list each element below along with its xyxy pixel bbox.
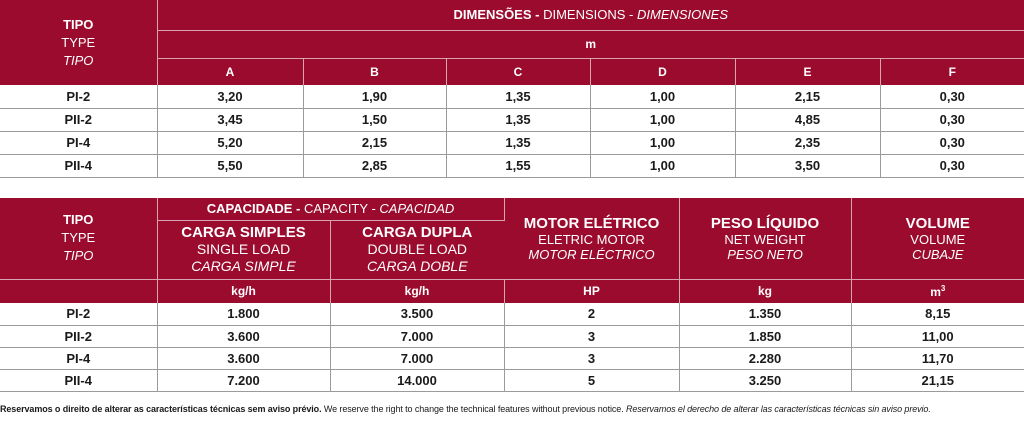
cell-e: 3,50 bbox=[735, 154, 880, 177]
double-unit: kg/h bbox=[330, 279, 504, 303]
single-pt: CARGA SIMPLES bbox=[181, 223, 306, 241]
cell-e: 4,85 bbox=[735, 108, 880, 131]
weight-es: PESO NETO bbox=[727, 246, 803, 262]
cell-a: 3,45 bbox=[157, 108, 303, 131]
cell-b: 2,85 bbox=[303, 154, 446, 177]
cell-double: 7.000 bbox=[330, 347, 504, 369]
volume-header bbox=[851, 198, 1024, 279]
dimensions-pt: DIMENSÕES bbox=[453, 7, 532, 23]
col-d-header: D bbox=[590, 58, 735, 85]
capacity-es: CAPACIDAD bbox=[379, 201, 455, 217]
dimensions-es: DIMENSIONES bbox=[637, 7, 729, 23]
capacity-en: CAPACITY bbox=[304, 201, 368, 217]
volume-en: VOLUME bbox=[910, 231, 966, 247]
col-e-header: E bbox=[735, 58, 880, 85]
cell-f: 0,30 bbox=[880, 131, 1024, 154]
weight-header bbox=[679, 198, 851, 279]
cell-volume: 21,15 bbox=[851, 369, 1024, 391]
cell-c: 1,35 bbox=[446, 85, 590, 108]
weight-unit: kg bbox=[679, 279, 851, 303]
dimensions-table-header bbox=[0, 0, 1024, 85]
table-row bbox=[0, 369, 1024, 391]
double-en: DOUBLE LOAD bbox=[367, 240, 468, 257]
cell-a: 3,20 bbox=[157, 85, 303, 108]
cell-b: 2,15 bbox=[303, 131, 446, 154]
double-pt: CARGA DUPLA bbox=[362, 223, 473, 241]
cell-single: 7.200 bbox=[157, 369, 330, 391]
tipo-header bbox=[0, 0, 157, 85]
cell-a: 5,50 bbox=[157, 154, 303, 177]
cell-motor: 3 bbox=[504, 325, 679, 347]
specs-table bbox=[0, 198, 1024, 392]
tipo-es: TIPO bbox=[63, 248, 94, 264]
cell-double: 7.000 bbox=[330, 325, 504, 347]
volume-unit bbox=[851, 279, 1024, 303]
footnote-en: We reserve the right to change the technical features without previous notice. bbox=[321, 404, 626, 414]
row-type: PI-4 bbox=[0, 131, 157, 154]
cell-double: 3.500 bbox=[330, 303, 504, 325]
dimensions-table bbox=[0, 0, 1024, 178]
volume-unit-sup: 3 bbox=[940, 283, 946, 293]
capacity-sep: - bbox=[292, 201, 304, 217]
single-es: CARGA SIMPLE bbox=[191, 257, 296, 274]
tipo-es: TIPO bbox=[63, 52, 94, 68]
cell-double: 14.000 bbox=[330, 369, 504, 391]
cell-d: 1,00 bbox=[590, 85, 735, 108]
dimensions-unit: m bbox=[157, 30, 1024, 58]
motor-es: MOTOR ELÉCTRICO bbox=[528, 246, 655, 262]
motor-unit: HP bbox=[504, 279, 679, 303]
dimensions-header bbox=[157, 0, 1024, 30]
tipo-en: TYPE bbox=[61, 34, 96, 50]
single-en: SINGLE LOAD bbox=[196, 240, 291, 257]
volume-pt: VOLUME bbox=[905, 214, 970, 232]
motor-header bbox=[504, 198, 679, 279]
row-type: PII-2 bbox=[0, 325, 157, 347]
cell-c: 1,35 bbox=[446, 108, 590, 131]
cell-d: 1,00 bbox=[590, 108, 735, 131]
cell-volume: 11,70 bbox=[851, 347, 1024, 369]
cell-motor: 2 bbox=[504, 303, 679, 325]
single-load-header bbox=[157, 220, 330, 279]
cell-single: 3.600 bbox=[157, 325, 330, 347]
cell-b: 1,50 bbox=[303, 108, 446, 131]
capacity-header bbox=[157, 198, 504, 220]
double-es: CARGA DOBLE bbox=[366, 257, 468, 274]
cell-e: 2,35 bbox=[735, 131, 880, 154]
cell-e: 2,15 bbox=[735, 85, 880, 108]
cell-f: 0,30 bbox=[880, 108, 1024, 131]
dimensions-sep: - bbox=[531, 7, 544, 23]
table-row bbox=[0, 108, 1024, 131]
tipo-pt: TIPO bbox=[63, 16, 94, 32]
specs-table-header bbox=[0, 198, 1024, 303]
volume-unit-base: m bbox=[930, 284, 941, 299]
capacity-sep-2: - bbox=[367, 201, 380, 217]
weight-pt: PESO LÍQUIDO bbox=[710, 214, 820, 232]
specs-table-body bbox=[0, 303, 1024, 391]
single-unit: kg/h bbox=[157, 279, 330, 303]
footnote-es: Reservamos el derecho de alterar las características técnicas sin aviso previo. bbox=[626, 404, 931, 414]
row-type: PII-4 bbox=[0, 154, 157, 177]
tipo-en: TYPE bbox=[61, 230, 96, 246]
cell-a: 5,20 bbox=[157, 131, 303, 154]
col-a-header: A bbox=[157, 58, 303, 85]
cell-b: 1,90 bbox=[303, 85, 446, 108]
row-type: PI-2 bbox=[0, 85, 157, 108]
motor-en: ELETRIC MOTOR bbox=[538, 231, 645, 247]
cell-c: 1,35 bbox=[446, 131, 590, 154]
cell-volume: 11,00 bbox=[851, 325, 1024, 347]
table-row bbox=[0, 303, 1024, 325]
cell-f: 0,30 bbox=[880, 154, 1024, 177]
double-load-header bbox=[330, 220, 504, 279]
cell-d: 1,00 bbox=[590, 154, 735, 177]
table-row bbox=[0, 131, 1024, 154]
table-row bbox=[0, 154, 1024, 177]
capacity-pt: CAPACIDADE bbox=[206, 201, 293, 217]
cell-f: 0,30 bbox=[880, 85, 1024, 108]
row-type: PI-4 bbox=[0, 347, 157, 369]
footnote bbox=[0, 404, 1024, 414]
cell-d: 1,00 bbox=[590, 131, 735, 154]
cell-weight: 1.850 bbox=[679, 325, 851, 347]
cell-volume: 8,15 bbox=[851, 303, 1024, 325]
tipo-pt: TIPO bbox=[63, 212, 94, 228]
table-row bbox=[0, 325, 1024, 347]
cell-motor: 5 bbox=[504, 369, 679, 391]
row-type: PII-2 bbox=[0, 108, 157, 131]
footnote-pt: Reservamos o direito de alterar as características técnicas sem aviso prévio. bbox=[0, 404, 322, 414]
col-b-header: B bbox=[303, 58, 446, 85]
table-row bbox=[0, 85, 1024, 108]
dimensions-table-body bbox=[0, 85, 1024, 177]
col-f-header: F bbox=[880, 58, 1024, 85]
row-type: PI-2 bbox=[0, 303, 157, 325]
tipo-unit-spacer bbox=[0, 279, 157, 303]
cell-weight: 2.280 bbox=[679, 347, 851, 369]
weight-en: NET WEIGHT bbox=[724, 231, 806, 247]
row-type: PII-4 bbox=[0, 369, 157, 391]
motor-pt: MOTOR ELÉTRICO bbox=[523, 214, 660, 232]
dimensions-sep-2: - bbox=[625, 7, 637, 23]
table-row bbox=[0, 347, 1024, 369]
dimensions-en: DIMENSIONS bbox=[543, 7, 626, 23]
volume-es: CUBAJE bbox=[912, 246, 964, 262]
cell-single: 1.800 bbox=[157, 303, 330, 325]
cell-weight: 1.350 bbox=[679, 303, 851, 325]
cell-motor: 3 bbox=[504, 347, 679, 369]
col-c-header: C bbox=[446, 58, 590, 85]
cell-weight: 3.250 bbox=[679, 369, 851, 391]
tipo-header bbox=[0, 198, 157, 279]
cell-c: 1,55 bbox=[446, 154, 590, 177]
cell-single: 3.600 bbox=[157, 347, 330, 369]
